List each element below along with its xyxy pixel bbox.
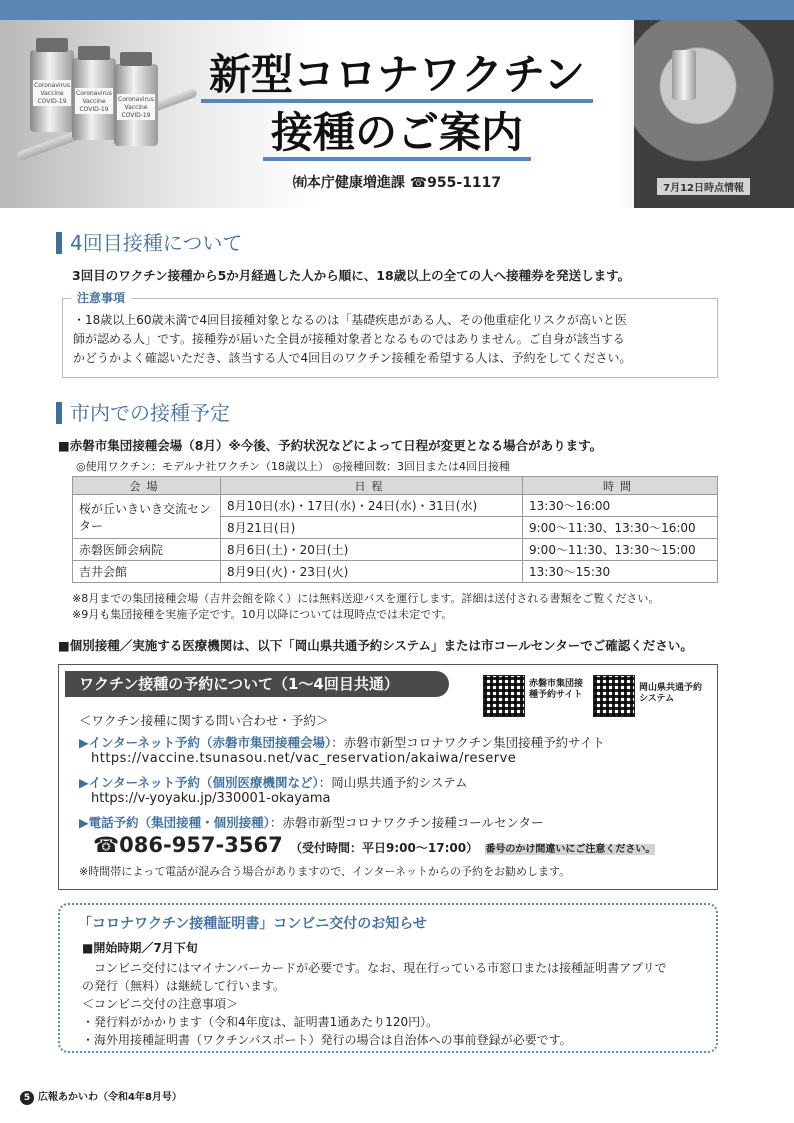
reception-hours: （受付時間：平日9:00〜17:00）	[290, 841, 479, 855]
qr-code-icon[interactable]	[593, 675, 635, 717]
web2-label: ▶インターネット予約（個別医療機関など）	[79, 775, 319, 790]
mass-vaccination-heading: ■赤磐市集団接種会場（8月）※今後、予約状況などによって日程が変更となる場合があります。	[58, 438, 603, 453]
venue-cell: 赤磐医師会病院	[73, 539, 221, 561]
contact-info: ㈲本庁健康増進課 ☎955-1117	[292, 175, 502, 191]
page-title-line2: 接種のご案内	[0, 100, 794, 160]
date-info-badge: 7月12日時点情報	[657, 178, 750, 195]
table-header: 時間	[523, 477, 718, 495]
tel-label: ▶電話予約（集団接種・個別接種）	[79, 815, 270, 830]
web2-url-link[interactable]: https://v-yoyaku.jp/330001-okayama	[91, 791, 331, 806]
section-heading-schedule: 市内での接種予定	[56, 402, 230, 424]
caution-body: ・18歳以上60歳未満で4回目接種対象となるのは「基礎疾患がある人、その他重症化リスクが高いと医 師が認める人」です。接種券が届いた全員が接種対象者となるものではありません。ご自身が該当する かどうかよく確認いただき、該当する人で4回目のワクチン接種を希望する人は、予約をしてください。	[73, 313, 632, 365]
table-header: 日程	[221, 477, 523, 495]
vial-label: Coronavirus Vaccine COVID-19	[118, 96, 154, 119]
vial-label: Coronavirus Vaccine COVID-19	[76, 90, 112, 113]
qr-code-icon[interactable]	[483, 675, 525, 717]
vial-label: Coronavirus Vaccine COVID-19	[34, 82, 70, 105]
certificate-note-passport: ・海外用接種証明書（ワクチンパスポート）発行の場合は自治体への事前登録が必要です。	[82, 1033, 572, 1047]
time-cell: 9:00〜11:30、13:30〜15:00	[523, 539, 718, 561]
certificate-heading: 「コロナワクチン接種証明書」コンビニ交付のお知らせ	[78, 916, 427, 932]
time-cell: 13:30〜15:30	[523, 561, 718, 583]
certificate-body-line2: の発行（無料）は継続して行います。	[82, 979, 286, 993]
start-period: ■開始時期／7月下旬	[82, 941, 198, 955]
qr2-label: 岡山県共通予約システム	[639, 683, 703, 704]
vaccine-info: ◎使用ワクチン：モデルナ社ワクチン（18歳以上） ◎接種回数：3回目または4回目接種	[76, 460, 511, 473]
table-row	[73, 539, 718, 561]
footer-publication: 広報あかいわ（令和4年8月号）	[38, 1092, 182, 1103]
date-cell: 8月6日(土)・20日(土)	[221, 539, 523, 561]
venue-cell: 吉井会館	[73, 561, 221, 583]
page-number: 5	[20, 1091, 34, 1105]
section-heading-4th-dose: 4回目接種について	[56, 232, 242, 254]
reservation-box	[58, 664, 718, 890]
september-note: ※9月も集団接種を実施予定です。10月以降については現時点では未定です。	[72, 608, 453, 621]
time-cell: 9:00〜11:30、13:30〜16:00	[523, 517, 718, 539]
web1-label: ▶インターネット予約（赤磐市集団接種会場）	[79, 735, 332, 750]
lead-text: 3回目のワクチン接種から5か月経過した人から順に、18歳以上の全ての人へ接種券を発送します。	[72, 268, 631, 283]
header-banner	[0, 20, 794, 208]
time-cell: 13:30〜16:00	[523, 495, 718, 517]
bus-note: ※8月までの集団接種会場（吉井会館を除く）には無料送迎バスを運行します。詳細は送付される書類をご覧ください。	[72, 592, 660, 605]
schedule-table	[72, 476, 718, 583]
table-header: 会場	[73, 477, 221, 495]
reservation-title-bar: ワクチン接種の予約について（1〜4回目共通）	[65, 671, 449, 697]
footer	[20, 1088, 182, 1105]
web2-name: ：岡山県共通予約システム	[318, 775, 468, 790]
date-cell: 8月21日(日)	[221, 517, 523, 539]
date-cell: 8月9日(火)・23日(火)	[221, 561, 523, 583]
table-row	[73, 495, 718, 517]
certificate-note-fee: ・発行料がかかります（令和4年度は、証明書1通あたり120円）。	[82, 1015, 439, 1029]
top-color-bar	[0, 0, 794, 20]
phone-congestion-note: ※時間帯によって電話が混み合う場合がありますので、インターネットからの予約をお勧めします。	[79, 865, 571, 878]
page-title-line1: 新型コロナワクチン	[0, 42, 794, 102]
caution-tag: 注意事項	[71, 289, 131, 306]
date-cell: 8月10日(水)・17日(水)・24日(水)・31日(水)	[221, 495, 523, 517]
inquiry-heading: ＜ワクチン接種に関する問い合わせ・予約＞	[79, 713, 329, 728]
web1-url-link[interactable]: https://vaccine.tsunasou.net/vac_reservation/akaiwa/reserve	[91, 751, 517, 766]
certificate-notes-heading: ＜コンビニ交付の注意事項＞	[82, 997, 239, 1011]
table-row	[73, 561, 718, 583]
certificate-notice-box	[58, 903, 718, 1053]
dial-warning: 番号のかけ間違いにご注意ください。	[485, 844, 656, 855]
individual-vaccination-note: ■個別接種／実施する医療機関は、以下「岡山県共通予約システム」または市コールセンターでご確認ください。	[58, 638, 693, 653]
phone-number-link[interactable]: ☎086-957-3567	[93, 833, 283, 857]
caution-box	[62, 291, 718, 378]
certificate-body-line1: コンビニ交付にはマイナンバーカードが必要です。なお、現在行っている市窓口または接種証明書アプリで	[82, 961, 667, 975]
qr1-label: 赤磐市集団接種予約サイト	[529, 679, 584, 700]
web1-name: ：赤磐市新型コロナワクチン集団接種予約サイト	[331, 735, 605, 750]
venue-cell: 桜が丘いきいき交流センター	[73, 495, 221, 539]
tel-name: ：赤磐市新型コロナワクチン接種コールセンター	[269, 815, 544, 830]
